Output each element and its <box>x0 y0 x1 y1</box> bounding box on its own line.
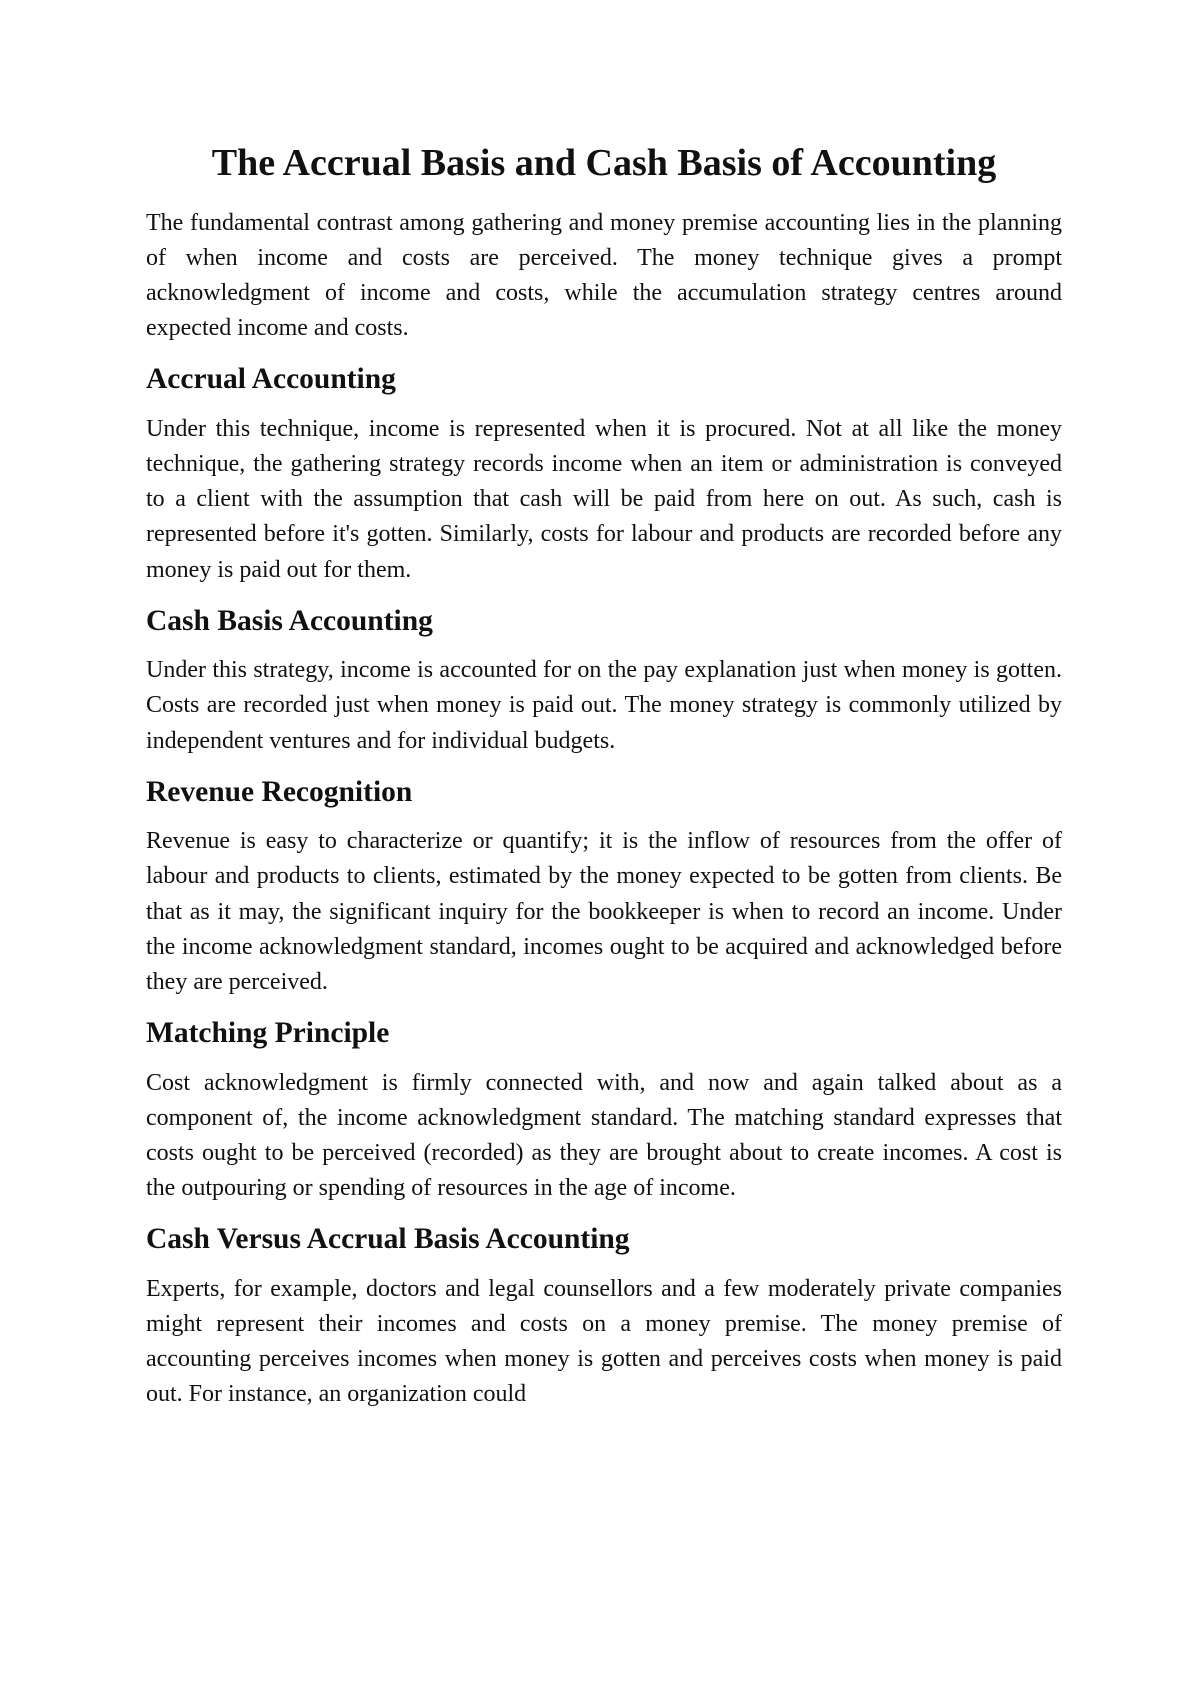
document-page <box>146 140 1062 1425</box>
section-body-matching-principle: Cost acknowledgment is firmly connected with, and now and again talked about as a component of, the income acknowledgment standard. The matching standard expresses that costs ought to be perceived (recorded) as they are brought about to create incomes. A cost is the outpouring or spending of resources in the age of income. <box>146 1069 1062 1202</box>
section-body-cash-basis-accounting: Under this strategy, income is accounted for on the pay explanation just when money is gotten. Costs are recorded just when money is paid out. The money strategy is commonly utilized by independent ventures and for individual budgets. <box>146 657 1062 754</box>
section-heading-matching-principle: Matching Principle <box>146 1017 390 1050</box>
section-heading-revenue-recognition: Revenue Recognition <box>146 775 413 808</box>
section-heading-accrual-accounting: Accrual Accounting <box>146 363 396 396</box>
section-heading-cash-basis-accounting: Cash Basis Accounting <box>146 604 433 637</box>
section-heading-cash-versus-accrual: Cash Versus Accrual Basis Accounting <box>146 1223 630 1256</box>
section-body-accrual-accounting: Under this technique, income is represented when it is procured. Not at all like the money technique, the gathering strategy records income when an item or administration is conveyed to a client with the assumption that cash will be paid from here on out. As such, cash is represented before it's gotten. Similarly, costs for labour and products are recorded before any money is paid out for them. <box>146 415 1062 583</box>
section-body-revenue-recognition: Revenue is easy to characterize or quantify; it is the inflow of resources from the offer of labour and products to clients, estimated by the money expected to be gotten from clients. Be that as it may, the significant inquiry for the bookkeeper is when to record an income. Under the income acknowledgment standard, incomes ought to be acquired and acknowledged before they are perceived. <box>146 828 1062 995</box>
section-body-cash-versus-accrual: Experts, for example, doctors and legal counsellors and a few moderately private companies might represent their incomes and costs on a money premise. The money premise of accounting perceives incomes when money is gotten and perceives costs when money is paid out. For instance, an organization could <box>146 1275 1062 1408</box>
document-title: The Accrual Basis and Cash Basis of Accounting <box>211 142 997 184</box>
intro-paragraph: The fundamental contrast among gathering and money premise accounting lies in the planning of when income and costs are perceived. The money technique gives a prompt acknowledgment of income and costs, while the accumulation strategy centres around expected income and costs. <box>146 209 1062 342</box>
